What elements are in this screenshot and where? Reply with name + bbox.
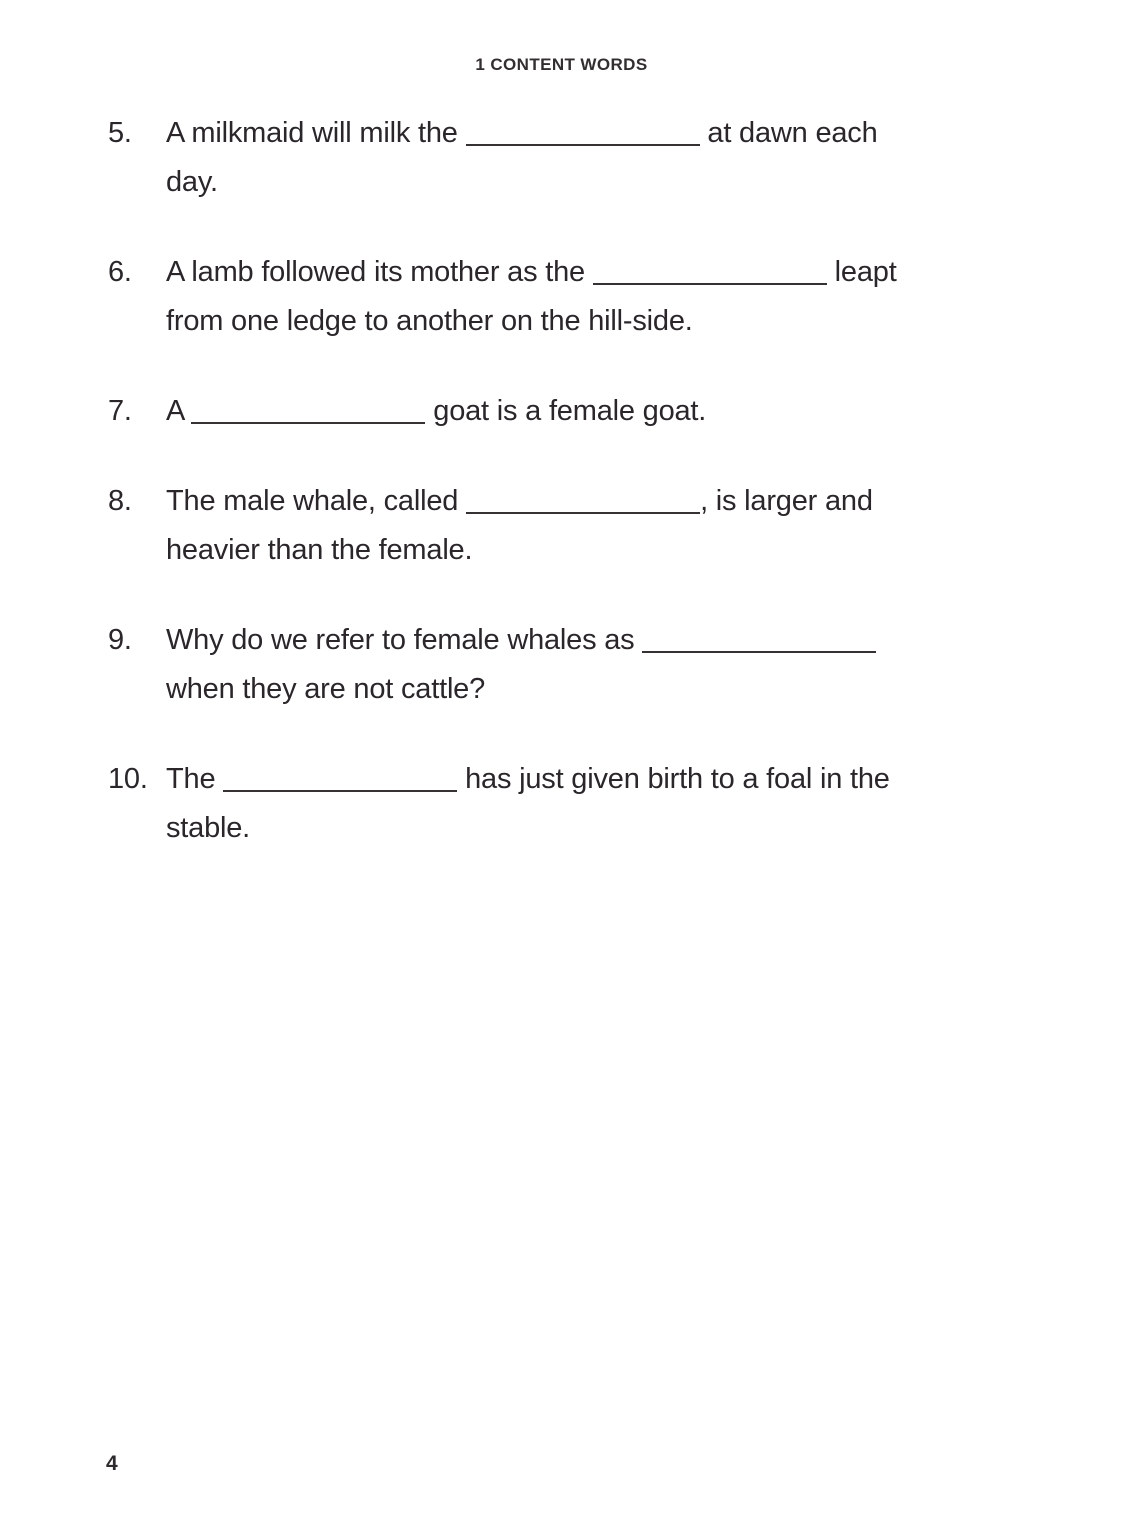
question-item-9 xyxy=(108,616,1068,714)
question-text xyxy=(166,109,1068,207)
question-line-2: when they are not cattle? xyxy=(166,673,486,705)
question-text xyxy=(166,616,1068,714)
question-text-pre: The xyxy=(166,763,224,795)
question-item-6 xyxy=(108,248,1068,346)
question-item-7 xyxy=(108,387,1068,436)
question-text-pre: A lamb followed its mother as the xyxy=(166,256,593,288)
answer-blank xyxy=(593,283,827,285)
question-text xyxy=(166,248,1068,346)
question-line-1 xyxy=(166,477,1068,526)
question-text-pre: A xyxy=(166,395,192,427)
question-text-post: leapt xyxy=(826,256,897,288)
question-item-8 xyxy=(108,477,1068,575)
answer-blank xyxy=(466,512,700,514)
question-line-2: from one ledge to another on the hill-side. xyxy=(166,305,693,337)
answer-blank xyxy=(191,422,425,424)
question-line-1 xyxy=(166,248,1068,297)
answer-blank xyxy=(223,790,457,792)
question-number: 10. xyxy=(108,763,148,795)
question-number: 5. xyxy=(108,117,132,149)
question-item-10 xyxy=(108,755,1068,853)
question-number: 6. xyxy=(108,256,132,288)
question-text-post: , is larger and xyxy=(700,485,873,517)
question-text-pre: Why do we refer to female whales as xyxy=(166,624,643,656)
question-text-pre: A milkmaid will milk the xyxy=(166,117,466,149)
question-text xyxy=(166,477,1068,575)
question-text-post: goat is a female goat. xyxy=(425,395,707,427)
question-text-post: has just given birth to a foal in the xyxy=(457,763,890,795)
question-number: 9. xyxy=(108,624,132,656)
question-line-2: stable. xyxy=(166,812,251,844)
question-number: 7. xyxy=(108,395,132,427)
question-line-2: day. xyxy=(166,166,218,198)
question-line-2: heavier than the female. xyxy=(166,534,473,566)
page-number: 4 xyxy=(106,1452,118,1475)
question-text xyxy=(166,387,1068,436)
question-line-1 xyxy=(166,755,1068,804)
question-list xyxy=(108,109,1068,853)
answer-blank xyxy=(642,651,876,653)
page-header: 1 CONTENT WORDS xyxy=(475,55,648,74)
question-text-pre: The male whale, called xyxy=(166,485,467,517)
question-item-5 xyxy=(108,109,1068,207)
question-line-1 xyxy=(166,616,1068,665)
question-line-1 xyxy=(166,109,1068,158)
question-line-1 xyxy=(166,387,1068,436)
question-text xyxy=(166,755,1068,853)
question-number: 8. xyxy=(108,485,132,517)
answer-blank xyxy=(466,144,700,146)
question-text-post: at dawn each xyxy=(699,117,878,149)
